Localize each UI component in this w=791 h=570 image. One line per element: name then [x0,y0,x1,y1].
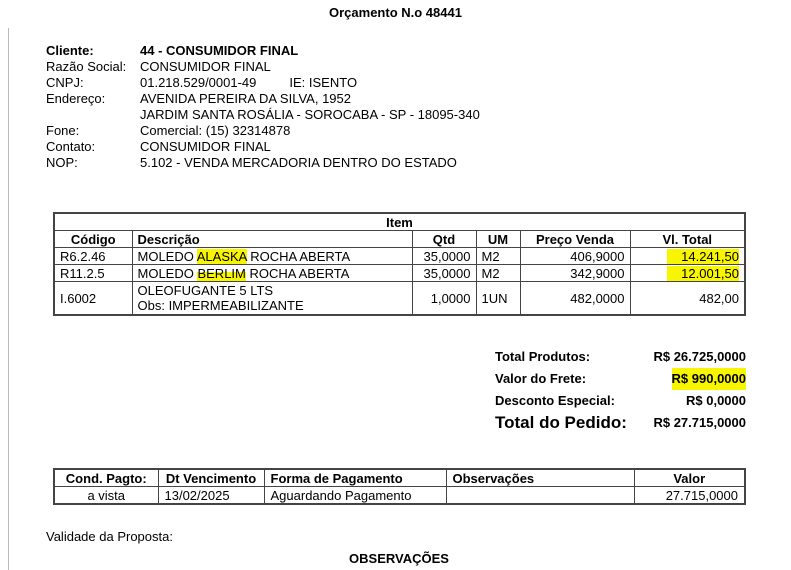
page-left-border [8,28,9,570]
razao-value: CONSUMIDOR FINAL [140,59,271,74]
um-cell: 1UN [476,282,520,316]
codigo-cell: R6.2.46 [54,248,132,265]
highlight-mark: BERLIM [197,265,246,281]
col-codigo: Código [54,231,132,248]
total-pedido-label: Total do Pedido: [495,413,627,432]
obs-cell [446,487,634,505]
endereco-line2: JARDIM SANTA ROSÁLIA - SOROCABA - SP - 18095-340 [140,107,480,122]
descricao-cell: MOLEDO BERLIM ROCHA ABERTA [132,265,412,282]
razao-row [46,59,480,75]
table-row [54,487,745,505]
total-produtos-value: R$ 26.725,0000 [653,349,746,364]
total-pedido-value: R$ 27.715,0000 [653,415,746,430]
valor-cell: 27.715,0000 [634,487,745,505]
customer-info [46,43,480,171]
qtd-cell: 35,0000 [412,265,476,282]
cond-cell: a vista [54,487,158,505]
total-pedido-row [495,412,746,434]
total-cell [630,248,745,265]
qtd-cell: 1,0000 [412,282,476,316]
nop-value: 5.102 - VENDA MERCADORIA DENTRO DO ESTADO [140,155,457,170]
total-cell [630,265,745,282]
desconto-label: Desconto Especial: [495,393,615,408]
highlight-mark: 14.241,50 [667,249,739,264]
cnpj-value: 01.218.529/0001-49 [140,75,257,90]
venc-cell: 13/02/2025 [158,487,264,505]
col-descricao: Descrição [132,231,412,248]
descricao-cell: MOLEDO ALASKA ROCHA ABERTA [132,248,412,265]
col-total: Vl. Total [630,231,745,248]
forma-cell: Aguardando Pagamento [264,487,446,505]
ie-value: IE: ISENTO [289,75,358,90]
preco-cell: 342,9000 [520,265,630,282]
razao-label: Razão Social: [46,59,127,74]
codigo-cell: I.6002 [54,282,132,316]
col-preco: Preço Venda [520,231,630,248]
contato-label: Contato: [46,139,96,154]
nop-row [46,155,480,171]
validade-label: Validade da Proposta: [46,529,173,544]
qtd-cell: 35,0000 [412,248,476,265]
col-qtd: Qtd [412,231,476,248]
fone-row [46,123,480,139]
total-produtos-row [495,346,746,368]
col-um: UM [476,231,520,248]
items-header-row [54,231,745,248]
table-row [54,282,745,316]
descricao-cell: OLEOFUGANTE 5 LTS Obs: IMPERMEABILIZANTE [132,282,412,316]
table-row [54,265,745,282]
frete-label: Valor do Frete: [495,371,587,386]
contato-value: CONSUMIDOR FINAL [140,139,271,154]
um-cell: M2 [476,265,520,282]
highlight-mark: 12.001,50 [667,266,739,281]
highlight-mark: ALASKA [196,248,247,264]
frete-row [495,368,746,390]
desconto-value: R$ 0,0000 [686,393,746,408]
frete-value: R$ 990,0000 [672,368,746,390]
payment-header-row [54,469,745,487]
endereco-row [46,91,480,107]
endereco-row-2 [46,107,480,123]
fone-value: Comercial: (15) 32314878 [140,123,291,138]
cnpj-row [46,75,480,91]
table-row [54,248,745,265]
cliente-value: 44 - CONSUMIDOR FINAL [140,43,299,58]
nop-label: NOP: [46,155,78,170]
col-observacoes: Observações [446,469,634,487]
payment-table [53,468,746,505]
observacoes-title: OBSERVAÇÕES [349,551,449,566]
col-dt-vencimento: Dt Vencimento [158,469,264,487]
cliente-label: Cliente: [46,43,94,58]
contato-row [46,139,480,155]
um-cell: M2 [476,248,520,265]
total-cell: 482,00 [630,282,745,316]
total-produtos-label: Total Produtos: [495,349,591,364]
items-table [53,212,746,316]
preco-cell: 406,9000 [520,248,630,265]
preco-cell: 482,0000 [520,282,630,316]
col-cond-pagto: Cond. Pagto: [54,469,158,487]
endereco-label: Endereço: [46,91,106,106]
codigo-cell: R11.2.5 [54,265,132,282]
fone-label: Fone: [46,123,80,138]
col-forma-pagamento: Forma de Pagamento [264,469,446,487]
desconto-row [495,390,746,412]
page-title: Orçamento N.o 48441 [329,5,462,20]
cnpj-label: CNPJ: [46,75,84,90]
cliente-row [46,43,480,59]
endereco-line1: AVENIDA PEREIRA DA SILVA, 1952 [140,91,351,106]
totals-block [495,346,746,434]
col-valor: Valor [634,469,745,487]
items-section-header: Item [54,213,745,231]
